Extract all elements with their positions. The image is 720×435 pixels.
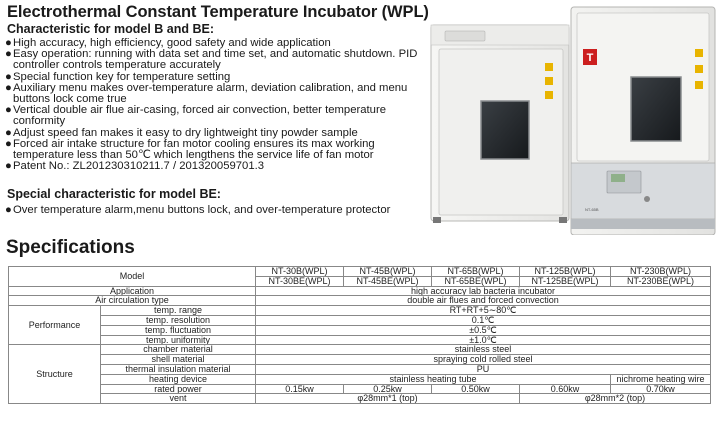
model-label: Model	[9, 267, 256, 287]
bullet-icon: ●	[5, 104, 12, 117]
list-item: ● Easy operation: running with data set and time set, and automatic shutdown. PID controller controls temperature accurately	[5, 48, 418, 72]
panel-label: NT-65B	[585, 207, 599, 212]
incubator-large-unit	[571, 7, 715, 235]
list-item: ● Adjust speed fan makes it easy to dry lightweight tiny powder sample	[5, 126, 358, 139]
specifications-table	[8, 266, 711, 404]
special-heading: Special characteristic for model BE:	[7, 187, 221, 201]
bullet-icon: ●	[5, 70, 12, 83]
table-row: temp. uniformity ±1.0℃	[9, 335, 711, 345]
special-list-item: ● Over temperature alarm,menu buttons lock, and over-temperature protector	[5, 204, 391, 216]
table-row: NT-30BE(WPL) NT-45BE(WPL) NT-65BE(WPL) NT-125BE(WPL) NT-230BE(WPL)	[9, 276, 711, 286]
bullet-icon: ●	[5, 204, 12, 216]
table-row: shell material spraying cold rolled steel	[9, 355, 711, 365]
table-row: Air circulation type double air flues and forced convection	[9, 296, 711, 306]
bullet-icon: ●	[5, 126, 12, 139]
structure-group-label: Structure	[9, 345, 101, 404]
table-row: Structure chamber material stainless steel	[9, 345, 711, 355]
table-row: Model NT-30B(WPL) NT-45B(WPL) NT-65B(WPL) NT-125B(WPL) NT-230B(WPL)	[9, 267, 711, 277]
table-row: temp. fluctuation ±0.5℃	[9, 325, 711, 335]
bullet-icon: ●	[5, 48, 12, 61]
bullet-icon: ●	[5, 137, 12, 150]
bullet-icon: ●	[5, 37, 12, 49]
bullet-icon: ●	[5, 81, 12, 94]
page-title: Electrothermal Constant Temperature Incubator (WPL)	[7, 3, 429, 21]
table-row: vent φ28mm*1 (top) φ28mm*2 (top)	[9, 394, 711, 404]
list-item: ● Vertical double air flue air-casing, forced air convection, better temperature conformity	[5, 104, 386, 128]
table-row: rated power 0.15kw 0.25kw 0.50kw 0.60kw 0.70kw	[9, 384, 711, 394]
incubator-product-image	[425, 3, 717, 235]
list-item: ● High accuracy, high efficiency, good safety and wide application	[5, 37, 331, 49]
list-item: ● Auxiliary menu makes over-temperature alarm, deviation calibration, and menu buttons lock come true	[5, 81, 408, 106]
bullet-icon: ●	[5, 160, 12, 173]
table-row: thermal insulation material PU	[9, 364, 711, 374]
performance-group-label: Performance	[9, 306, 101, 345]
characteristic-heading: Characteristic for model B and BE:	[7, 22, 214, 36]
list-item: ● Special function key for temperature setting	[5, 70, 231, 83]
list-item: ● Forced air intake structure for fan motor cooling ensures its max working temperature less than 50℃ which lengthens the service life of fan motor	[5, 137, 375, 162]
incubator-small-unit	[431, 25, 569, 223]
table-row: heating device stainless heating tube nichrome heating wire	[9, 374, 711, 384]
brand-logo-text: T	[586, 52, 594, 64]
feature-list	[5, 38, 425, 172]
table-row: temp. resolution 0.1℃	[9, 315, 711, 325]
table-row: Application high accuracy lab bacteria incubator	[9, 286, 711, 296]
list-item: ● Patent No.: ZL201230310211.7 / 201320059701.3	[5, 160, 265, 173]
specifications-heading: Specifications	[6, 237, 135, 258]
table-row: Performance temp. range RT+RT+5∼80℃	[9, 306, 711, 316]
